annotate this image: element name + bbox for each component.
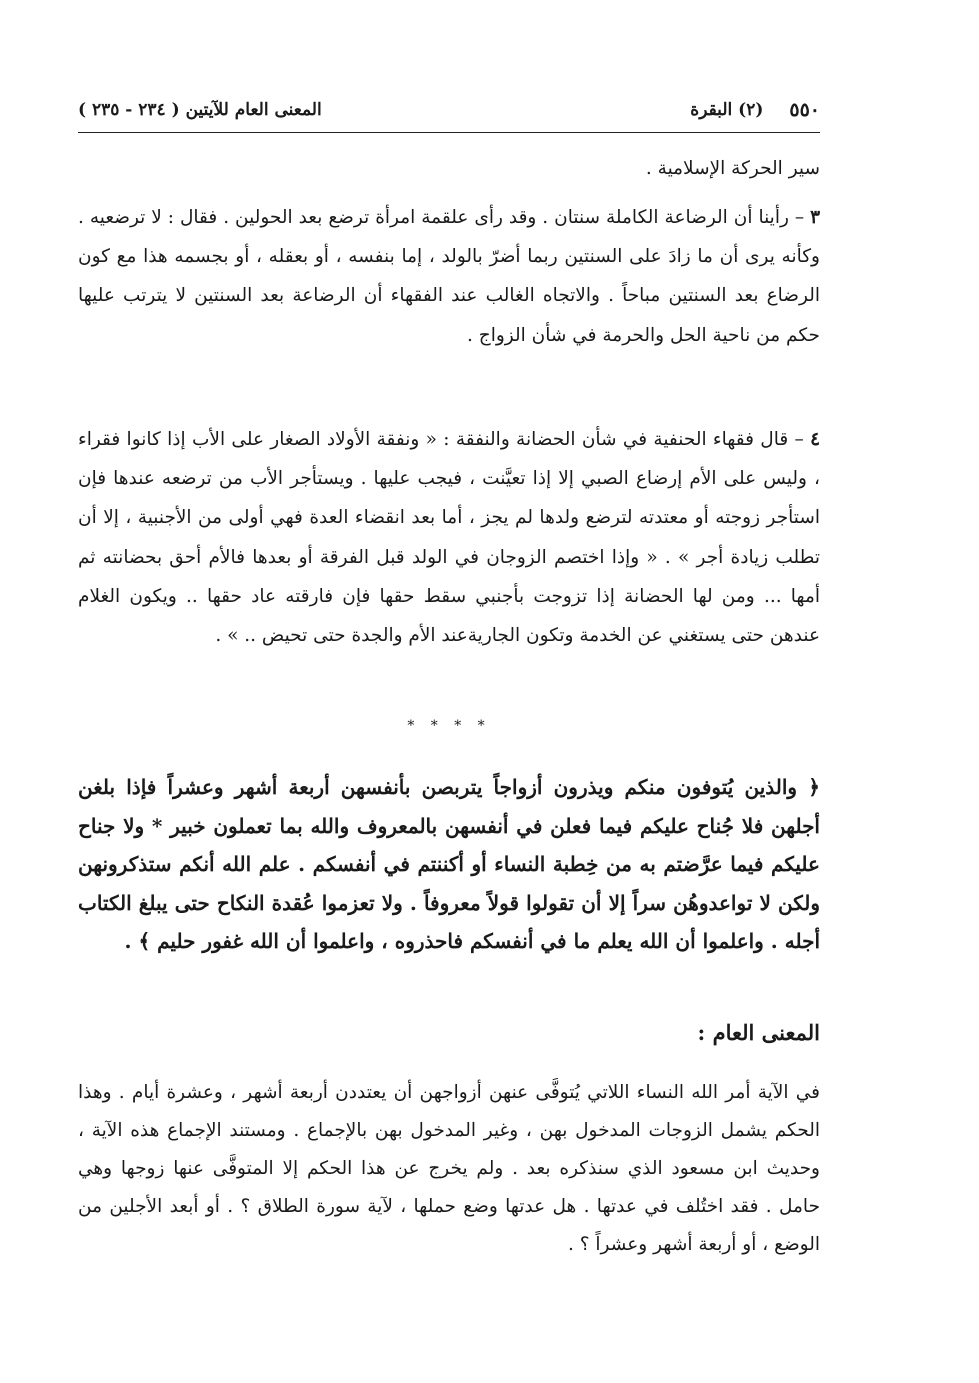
paragraph-4-number: ٤ [810,429,820,450]
meaning-paragraph: في الآية أمر الله النساء اللاتي يُتوفَّى عنهن أزواجهن أن يعتددن أربعة أشهر ، وعشرة أيام . وهذا الحكم يشمل الزوجات المدخول بهن ، وغير المدخول بهن بالإجماع . ومستند الإجماع هذه الآية ، وحديث ابن مسعود الذي سنذكره بعد . ولم يخرج عن هذا الحكم إلا المتوفَّى عنها زوجها وهي حامل . فقد اختُلف في عدتها . هل عدتها وضع حملها ، لآية سورة الطلاق ؟ . أو أبعد الأجلين من الوضع ، أو أربعة أشهر وعشراً ؟ . [78,1082,820,1255]
header-right-group [690,99,820,121]
surah-name: (٢) البقرة [690,100,764,120]
quran-verse: ﴿ والذين يُتوفون منكم ويذرون أزواجاً يتربصن بأنفسهن أربعة أشهر وعشراً فإذا بلغن أجلهن فلا جُناح عليكم فيما فعلن في أنفسهن بالمعروف والله بما تعملون خبير * ولا جناح عليكم فيما عرَّضتم به من خِطبة النساء أو أكننتم في أنفسكم . علم الله أنكم ستذكرونهن ولكن لا تواعدوهُن سراً إلا أن تقولوا قولاً معروفاً . ولا تعزموا عُقدة النكاح حتى يبلغ الكتاب أجله . واعلموا أن الله يعلم ما في أنفسكم فاحذروه ، واعلموا أن الله غفور حليم ﴾ . [78,775,820,954]
paragraph-4-text: – قال فقهاء الحنفية في شأن الحضانة والنفقة : « ونفقة الأولاد الصغار على الأب إذا كانوا فقراء ، وليس على الأم إرضاع الصبي إلا إذا تعيَّنت ، فيجب عليها . ويستأجر الأب من ترضعه عندها فإن استأجر زوجته أو معتدته لترضع ولدها لم يجز ، أما بعد انقضاء العدة فهي أولى من الأجنبية ، إلا أن تطلب زيادة أجر » . « وإذا اختصم الزوجان في الولد قبل الفرقة أو بعدها فالأم أحق بحضانته ثم أمها ... ومن لها الحضانة إذا تزوجت بأجنبي سقط حقها فإن فارقته عاد حقها .. ويكون الغلام عندهن حتى يستغني عن الخدمة وتكون الجاريةعند الأم والجدة حتى تحيض .. » . [78,429,820,647]
section-heading: المعنى العام : [697,1020,820,1045]
page-number: ٥٥٠ [789,99,820,121]
paragraph-3-text: – رأينا أن الرضاعة الكاملة سنتان . وقد رأى علقمة امرأة ترضع بعد الحولين . فقال : لا ترضعيه . وكأنه يرى أن ما زادَ على السنتين ربما أضرّ بالولد ، إما بنفسه ، أو بعقله ، أو بجسمه هذا مع كون الرضاع بعد السنتين مباحاً . والاتجاه الغالب عند الفقهاء أن الرضاعة بعد السنتين لا يترتب عليها حكم من ناحية الحل والحرمة في شأن الزواج . [78,207,820,346]
header-divider [78,132,820,133]
paragraph-3 [78,198,820,355]
paragraph-3-number: ٣ [810,207,820,228]
page-header [78,92,820,128]
continuation-line: سير الحركة الإسلامية . [645,158,820,179]
paragraph-4 [78,420,820,655]
section-separator: * * * * [407,718,491,734]
running-title: المعنى العام للآيتين ( ٢٣٤ - ٢٣٥ ) [78,100,322,120]
